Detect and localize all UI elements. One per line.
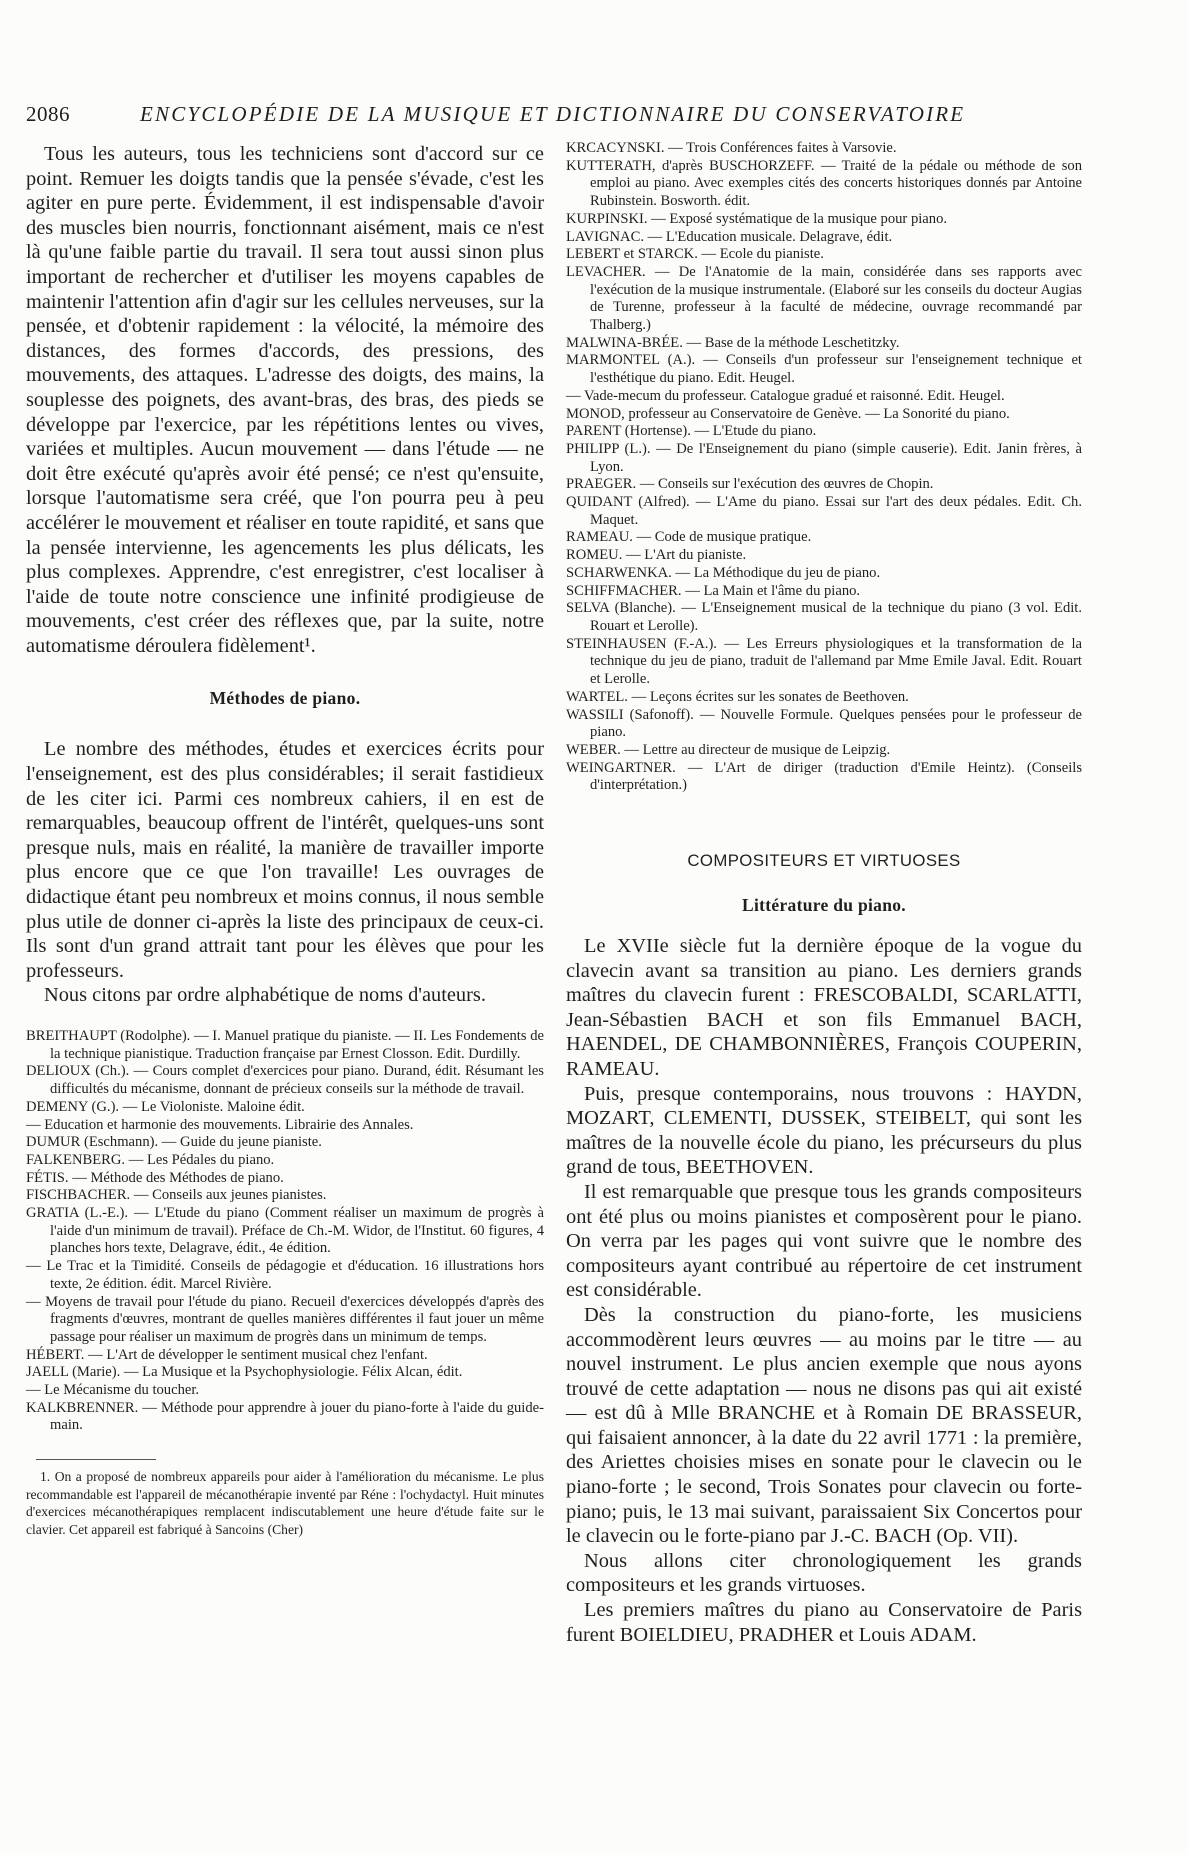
bibliography-entry: PHILIPP (L.). — De l'Enseignement du piano (simple causerie). Edit. Janin frères, à Lyon. (566, 440, 1082, 475)
footnote-text: 1. On a proposé de nombreux appareils pour aider à l'amélioration du mécanisme. Le plus recommandable est l'appareil de mécanothérapie inventé par Réne : l'ochydactyl. Huit minutes d'exercices mécanothérapiques remplacent indiscutablement une heure d'étude faite sur le clavier. Cet appareil est fabriqué à Sancoins (Cher) (26, 1469, 544, 1537)
bibliography-entry: WARTEL. — Leçons écrites sur les sonates de Beethoven. (566, 688, 909, 705)
bibliography-entry: DUMUR (Eschmann). — Guide du jeune pianiste. (26, 1134, 322, 1151)
bibliography-entry: FALKENBERG. — Les Pédales du piano. (26, 1151, 275, 1168)
bibliography-entry: DEMENY (G.). — Le Violoniste. Maloine édit. (26, 1098, 305, 1115)
bibliography-entry: WEINGARTNER. — L'Art de diriger (traduction d'Emile Heintz). (Conseils d'interprétation.) (566, 759, 1082, 794)
bibliography-entry: DELIOUX (Ch.). — Cours complet d'exercices pour piano. Durand, édit. Résumant les difficultés du mécanisme, donnant de précieux conseils sur la méthode de travail. (26, 1063, 544, 1098)
literature-text (566, 934, 1082, 1647)
bibliography-entry: — Education et harmonie des mouvements. Librairie des Annales. (26, 1116, 414, 1133)
bibliography-entry: KALKBRENNER. — Méthode pour apprendre à jouer du piano-forte à l'aide du guide-main. (26, 1399, 544, 1434)
bibliography-entry: — Moyens de travail pour l'étude du piano. Recueil d'exercices développés d'après des fragments d'œuvres, montrant de quelles manières différentes il faut jouer un même passage pour réaliser un maximum de progrès dans un minimum de temps. (26, 1293, 544, 1345)
methods-text (26, 737, 544, 1008)
bibliography-entry: — Le Mécanisme du toucher. (26, 1382, 200, 1399)
bibliography-entry: GRATIA (L.-E.). — L'Etude du piano (Comment réaliser un maximum de progrès à l'aide d'un minimum de travail). Préface de Ch.-M. Widor, de l'Institut. 60 figures, 4 planches hors texte, Delagrave, édit., 4e édition. (26, 1205, 544, 1257)
bibliography-entry: PRAEGER. — Conseils sur l'exécution des œuvres de Chopin. (566, 476, 934, 493)
bibliography-entry: SCHARWENKA. — La Méthodique du jeu de piano. (566, 564, 881, 581)
methods-paragraph: Le nombre des méthodes, études et exercices écrits pour l'enseignement, est des plus considérables; il serait fastidieux de les citer ici. Parmi ces nombreux cahiers, il en est de remarquables, beaucoup offrent de l'intérêt, quelques-uns sont presque nuls, mais en réalité, la manière de travailler importe plus encore que ce que l'on travaille! Les ouvrages de didactique étant peu nombreux et moins connus, il nous semble plus utile de donner ci-après la liste des principaux de ceux-ci. Ils sont d'un grand attrait tant pour les élèves que pour les professeurs. (26, 738, 544, 982)
literature-paragraph: Dès la construction du piano-forte, les musiciens accommodèrent leurs œuvres — au moins par le titre — au nouvel instrument. Le plus ancien exemple que nous ayons trouvé de cette adaptation — nous ne disons pas qui ait existé — est dû à Mlle BRANCHE et à Romain DE BRASSEUR, qui faisaient annoncer, à la date du 22 avril 1771 : la première, des Ariettes choisies mises en sonate pour le clavecin ou le piano-forte ; le second, Trois Sonates pour clavecin ou forte-piano; puis, le 13 mai suivant, paraissaient Six Concertos pour le clavecin ou le forte-piano par J.-C. BACH (Op. VII). (566, 1303, 1082, 1548)
footnote (26, 1468, 544, 1538)
bibliography-entry: MONOD, professeur au Conservatoire de Genève. — La Sonorité du piano. (566, 405, 1010, 422)
bibliography-list-right (566, 140, 1082, 795)
left-column (26, 142, 544, 1539)
methods-paragraph: Nous citons par ordre alphabétique de noms d'auteurs. (44, 984, 486, 1007)
literature-paragraph: Il est remarquable que presque tous les grands compositeurs ont été plus ou moins pianistes et composèrent pour le piano. On verra par les pages qui vont suivre que le nombre des compositeurs ayant contribué au répertoire de cet instrument est considérable. (566, 1180, 1082, 1302)
bibliography-entry: KURPINSKI. — Exposé systématique de la musique pour piano. (566, 210, 948, 227)
bibliography-entry: KRCACYNSKI. — Trois Conférences faites à Varsovie. (566, 140, 897, 156)
literature-heading: Littérature du piano. (742, 895, 906, 916)
bibliography-entry: MARMONTEL (A.). — Conseils d'un professeur sur l'enseignement technique et l'esthétique du piano. Edit. Heugel. (566, 352, 1082, 387)
bibliography-entry: — Le Trac et la Timidité. Conseils de pédagogie et d'éducation. 16 illustrations hors texte, 2e édition. édit. Marcel Rivière. (26, 1258, 544, 1292)
bibliography-entry: SCHIFFMACHER. — La Main et l'âme du piano. (566, 582, 861, 599)
bibliography-entry: JAELL (Marie). — La Musique et la Psychophysiologie. Félix Alcan, édit. (26, 1364, 463, 1381)
page-number: 2086 (26, 102, 70, 126)
bibliography-entry: STEINHAUSEN (F.-A.). — Les Erreurs physiologiques et la transformation de la technique du jeu de piano, traduit de l'allemand par Mme Emile Javal. Edit. Rouart et Lerolle. (566, 635, 1082, 688)
bibliography-entry: FÉTIS. — Méthode des Méthodes de piano. (26, 1169, 284, 1186)
bibliography-entry: KUTTERATH, d'après BUSCHORZEFF. — Traité de la pédale ou méthode de son emploi au piano. Avec exemples cités des concerts historiques donnés par Antoine Rubinstein. Bosworth. édit. (566, 157, 1082, 210)
intro-paragraph: Tous les auteurs, tous les techniciens sont d'accord sur ce point. Remuer les doigts tandis que la pensée s'évade, c'est les agiter en pure perte. Évidemment, il est indispensable d'avoir des muscles bien nourris, fonctionnant aisément, mais ce n'est là qu'une faible partie du travail. Il sera tout aussi sinon plus important de rechercher et d'utiliser les moyens capables de maintenir l'attention afin d'agir sur les cellules nerveuses, sur la pensée, et d'obtenir rapidement : la vélocité, la mémoire des distances, des formes d'accords, des pressions, des mouvements, des attaques. L'adresse des doigts, des mains, la souplesse des poignets, des avant-bras, des bras, des pieds se développe par l'exercice, par les répétitions lentes ou vives, variées et multiples. Aucun mouvement — dans l'étude — ne doit être exécuté qu'après avoir été pensé; ce n'est qu'ensuite, lorsque l'automatisme sera créé, que l'on pourra peu à peu accélérer le mouvement et réaliser en toute rapidité, et sans que la pensée intervienne, les agencements les plus délicats, les plus complexes. Apprendre, c'est enregistrer, c'est localiser à l'aide de toute notre conscience une infinité prodigieuse de mouvements, c'est créer des réflexes que, par la suite, notre automatisme déroulera fidèlement¹. (26, 143, 544, 657)
bibliography-entry: ROMEU. — L'Art du pianiste. (566, 547, 747, 564)
bibliography-entry: RAMEAU. — Code de musique pratique. (566, 529, 812, 546)
intro-text (26, 142, 544, 658)
bibliography-list-left (26, 1028, 544, 1435)
bibliography-entry: HÉBERT. — L'Art de développer le sentiment musical chez l'enfant. (26, 1346, 428, 1363)
bibliography-entry: MALWINA-BRÉE. — Base de la méthode Leschetitzky. (566, 334, 900, 351)
methods-heading: Méthodes de piano. (209, 688, 361, 709)
page-header (26, 100, 1166, 134)
right-column (566, 140, 1082, 1647)
literature-paragraph: Les premiers maîtres du piano au Conservatoire de Paris furent BOIELDIEU, PRADHER et Louis ADAM. (566, 1599, 1082, 1646)
literature-paragraph: Le XVIIe siècle fut la dernière époque de la vogue du clavecin avant sa transition au piano. Les derniers grands maîtres du clavecin furent : FRESCOBALDI, SCARLATTI, Jean-Sébastien BACH et son fils Emmanuel BACH, HAENDEL, DE CHAMBONNIÈRES, François COUPERIN, RAMEAU. (566, 935, 1082, 1080)
bibliography-entry: QUIDANT (Alfred). — L'Ame du piano. Essai sur l'art des deux pédales. Edit. Ch. Maquet. (566, 494, 1082, 528)
bibliography-entry: WASSILI (Safonoff). — Nouvelle Formule. Quelques pensées pour le professeur de piano. (566, 706, 1082, 741)
bibliography-entry: — Vade-mecum du professeur. Catalogue gradué et raisonné. Edit. Heugel. (566, 387, 1005, 404)
bibliography-entry: LEVACHER. — De l'Anatomie de la main, considérée dans ses rapports avec l'exécution de la musique instrumentale. (Elaboré sur les conseils du docteur Augias de Turenne, professeur à la faculté de médecine, ouvrage recommandé par Thalberg.) (566, 263, 1082, 334)
bibliography-entry: PARENT (Hortense). — L'Etude du piano. (566, 423, 817, 440)
running-title: ENCYCLOPÉDIE DE LA MUSIQUE ET DICTIONNAIRE DU CONSERVATOIRE (140, 102, 966, 126)
literature-paragraph: Puis, presque contemporains, nous trouvons : HAYDN, MOZART, CLEMENTI, DUSSEK, STEIBELT, qui sont les maîtres de la nouvelle école du piano, les précurseurs du plus grand de tous, BEETHOVEN. (566, 1082, 1082, 1179)
composers-heading: COMPOSITEURS ET VIRTUOSES (687, 851, 961, 871)
bibliography-entry: LAVIGNAC. — L'Education musicale. Delagrave, édit. (566, 228, 893, 245)
literature-paragraph: Nous allons citer chronologiquement les grands compositeurs et les grands virtuoses. (566, 1549, 1082, 1597)
bibliography-entry: LEBERT et STARCK. — Ecole du pianiste. (566, 246, 824, 263)
bibliography-entry: WEBER. — Lettre au directeur de musique de Leipzig. (566, 741, 891, 758)
bibliography-entry: FISCHBACHER. — Conseils aux jeunes pianistes. (26, 1187, 327, 1204)
bibliography-entry: BREITHAUPT (Rodolphe). — I. Manuel pratique du pianiste. — II. Les Fondements de la technique pianistique. Traduction française par Ernest Closson. Edit. Durdilly. (26, 1028, 544, 1062)
bibliography-entry: SELVA (Blanche). — L'Enseignement musical de la technique du piano (3 vol. Edit. Rouart et Lerolle). (566, 600, 1082, 634)
